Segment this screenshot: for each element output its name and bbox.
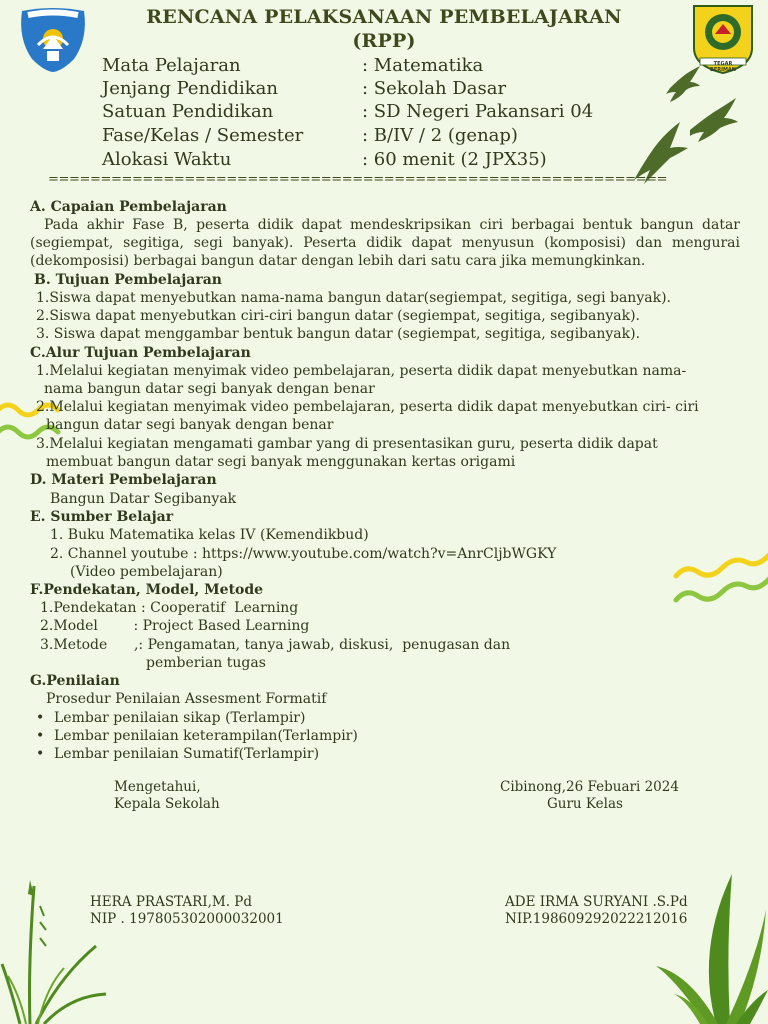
signature-left-role: Kepala Sekolah xyxy=(114,796,220,812)
source-line: 1. Buku Matematika kelas IV (Kemendikbud) xyxy=(50,527,369,543)
field-label-alokasi: Alokasi Waktu xyxy=(102,149,232,170)
assessment-intro: Prosedur Penilaian Assesment Formatif xyxy=(46,691,327,707)
source-line: (Video pembelajaran) xyxy=(70,564,223,580)
field-value-fase: : B/IV / 2 (genap) xyxy=(362,125,518,146)
section-e-heading: E. Sumber Belajar xyxy=(30,509,174,525)
objective-item: 2.Siswa dapat menyebutkan ciri-ciri bangun datar (segiempat, segitiga, segibanyak). xyxy=(36,308,640,324)
field-label-jenjang: Jenjang Pendidikan xyxy=(102,78,278,99)
field-label-satuan: Satuan Pendidikan xyxy=(102,101,274,122)
field-value-satuan: : SD Negeri Pakansari 04 xyxy=(362,101,594,122)
teacher-name: ADE IRMA SURYANI .S.Pd xyxy=(505,894,688,910)
field-value-alokasi: : 60 menit (2 JPX35) xyxy=(362,149,547,170)
flow-line: membuat bangun datar segi banyak menggunakan kertas origami xyxy=(46,454,516,470)
section-a-heading: A. Capaian Pembelajaran xyxy=(30,199,227,215)
section-a-body: Pada akhir Fase B, peserta didik dapat mendeskripsikan ciri berbagai bentuk bangun datar (segiempat, segitiga, segi banyak). Peserta didik dapat menyusun (komposisi) dan mengurai (dekomposisi) berbagai bangun datar dengan lebih dari satu cara jika memungkinkan. xyxy=(30,217,740,269)
emblem-motto: TEGAR BERIMAN xyxy=(710,61,736,73)
signature-right-role: Guru Kelas xyxy=(547,796,623,812)
field-label-mata-pelajaran: Mata Pelajaran xyxy=(102,55,241,76)
flow-line: 1.Melalui kegiatan menyimak video pembelajaran, peserta didik dapat menyebutkan nama- xyxy=(36,363,687,379)
signature-right-date: Cibinong,26 Febuari 2024 xyxy=(500,779,679,795)
field-label-fase: Fase/Kelas / Semester xyxy=(102,125,304,146)
objective-item: 1.Siswa dapat menyebutkan nama-nama bangun datar(segiempat, segitiga, segi banyak). xyxy=(36,290,671,306)
flow-line: 2.Melalui kegiatan menyimak video pembelajaran, peserta didik dapat menyebutkan ciri- ciri xyxy=(36,399,699,415)
flow-line: nama bangun datar segi banyak dengan benar xyxy=(44,381,375,397)
signature-left-label: Mengetahui, xyxy=(114,779,201,795)
method-line: 3.Metode ,: Pengamatan, tanya jawab, diskusi, penugasan dan xyxy=(40,637,511,653)
document-title: RENCANA PELAKSANAAN PEMBELAJARAN xyxy=(146,6,622,28)
grass-decoration-left xyxy=(0,876,110,1024)
approach-line: 1.Pendekatan : Cooperatif Learning xyxy=(40,600,299,616)
bullet-icon: • xyxy=(36,746,45,762)
assessment-item: Lembar penilaian sikap (Terlampir) xyxy=(54,710,306,726)
document-subtitle: (RPP) xyxy=(352,30,416,52)
principal-name: HERA PRASTARI,M. Pd xyxy=(90,894,253,910)
teacher-nip: NIP.198609292022212016 xyxy=(505,911,688,927)
field-value-mata-pelajaran: : Matematika xyxy=(362,55,484,76)
flying-birds-decoration xyxy=(630,62,742,188)
section-c-heading: C.Alur Tujuan Pembelajaran xyxy=(30,345,251,361)
youtube-link[interactable]: 2. Channel youtube : https://www.youtube.com/watch?v=AnrCljbWGKY xyxy=(50,546,557,562)
section-d-body: Bangun Datar Segibanyak xyxy=(50,491,237,507)
section-b-heading: B. Tujuan Pembelajaran xyxy=(34,272,222,288)
header-separator: =========================================================== xyxy=(48,172,668,187)
assessment-item: Lembar penilaian Sumatif(Terlampir) xyxy=(54,746,320,762)
model-line: 2.Model : Project Based Learning xyxy=(40,618,310,634)
section-d-heading: D. Materi Pembelajaran xyxy=(30,472,217,488)
method-line: pemberian tugas xyxy=(146,655,266,671)
field-value-jenjang: : Sekolah Dasar xyxy=(362,78,507,99)
flow-line: bangun datar segi banyak dengan benar xyxy=(46,417,334,433)
bullet-icon: • xyxy=(36,728,45,744)
wavy-decoration-right xyxy=(672,544,768,608)
grass-decoration-right xyxy=(656,870,768,1024)
section-g-heading: G.Penilaian xyxy=(30,673,120,689)
assessment-item: Lembar penilaian keterampilan(Terlampir) xyxy=(54,728,358,744)
objective-item: 3. Siswa dapat menggambar bentuk bangun datar (segiempat, segitiga, segibanyak). xyxy=(36,326,641,342)
principal-nip: NIP . 197805302000032001 xyxy=(90,911,284,927)
section-f-heading: F.Pendekatan, Model, Metode xyxy=(30,582,264,598)
bullet-icon: • xyxy=(36,710,45,726)
flow-line: 3.Melalui kegiatan mengamati gambar yang di presentasikan guru, peserta didik dapat xyxy=(36,436,658,452)
